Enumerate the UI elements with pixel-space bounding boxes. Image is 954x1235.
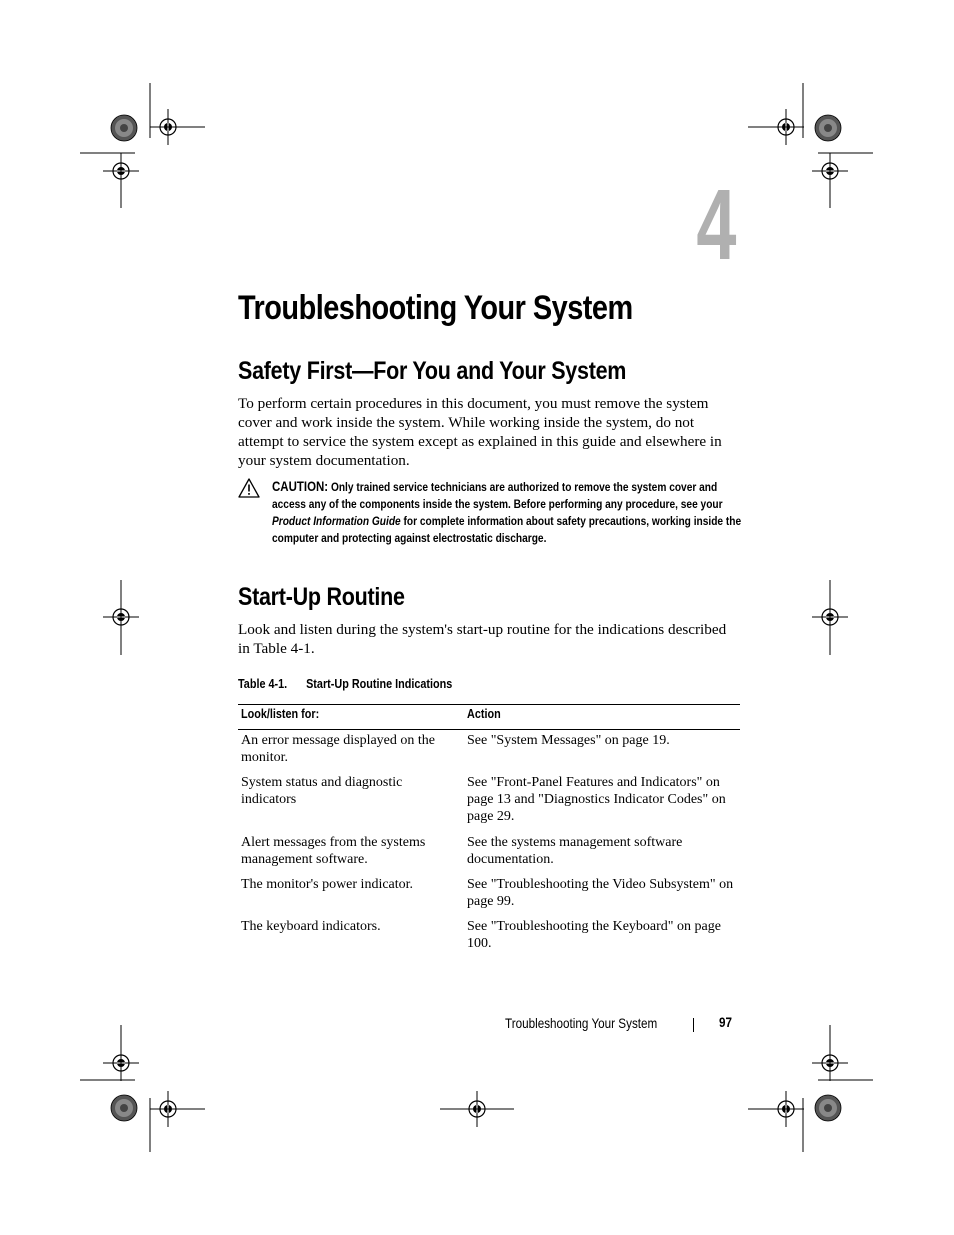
footer-divider xyxy=(693,1018,694,1032)
caution-text-after: for complete information about safety precautions, working inside the computer and protecting against electrostatic discharge. xyxy=(272,514,742,545)
table-cell-look: Alert messages from the systems management software. xyxy=(241,835,426,867)
table-cell-action: See "Front-Panel Features and Indicators" on page 13 and "Diagnostics Indicator Codes" on page 29. xyxy=(467,775,726,824)
table-top-rule xyxy=(238,704,740,705)
caution-italic-title: Product Information Guide xyxy=(272,514,401,528)
table-header-rule xyxy=(238,729,740,730)
table-cell-look: The monitor's power indicator. xyxy=(241,877,414,892)
caution-text xyxy=(272,478,748,547)
footer-chapter-title: Troubleshooting Your System xyxy=(505,1016,658,1031)
table-cell-look: An error message displayed on the monitor. xyxy=(241,733,435,765)
table-cell-action: See "System Messages" on page 19. xyxy=(467,733,670,748)
warning-triangle-icon xyxy=(238,478,260,498)
table-cell-action: See "Troubleshooting the Video Subsystem" on page 99. xyxy=(467,877,734,909)
table-caption xyxy=(238,677,452,691)
startup-paragraph: Look and listen during the system's start-up routine for the indications described in Table 4-1. xyxy=(238,621,727,657)
safety-paragraph: To perform certain procedures in this document, you must remove the system cover and work inside the system. While working inside the system, do not attempt to service the system except as explained in this guide and elsewhere in your system documentation. xyxy=(238,395,722,469)
table-cell-action: See "Troubleshooting the Keyboard" on page 100. xyxy=(467,919,721,951)
table-caption-title: Start-Up Routine Indications xyxy=(306,677,453,691)
table-caption-number: Table 4-1. xyxy=(238,677,288,691)
footer-page-number: 97 xyxy=(719,1015,733,1030)
table-cell-look: System status and diagnostic indicators xyxy=(241,775,403,807)
chapter-title: Troubleshooting Your System xyxy=(238,289,633,327)
section-heading-safety: Safety First—For You and Your System xyxy=(238,357,627,385)
caution-label: CAUTION: xyxy=(272,478,329,494)
table-header-look: Look/listen for: xyxy=(241,707,320,721)
table-cell-action: See the systems management software documentation. xyxy=(467,835,683,867)
table-cell-look: The keyboard indicators. xyxy=(241,919,381,934)
caution-text-before: Only trained service technicians are authorized to remove the system cover and access any of the components inside the system. Before performing any procedure, see your xyxy=(272,480,723,511)
table-header-action: Action xyxy=(467,707,501,721)
section-heading-startup: Start-Up Routine xyxy=(238,583,405,611)
chapter-number: 4 xyxy=(696,169,734,281)
